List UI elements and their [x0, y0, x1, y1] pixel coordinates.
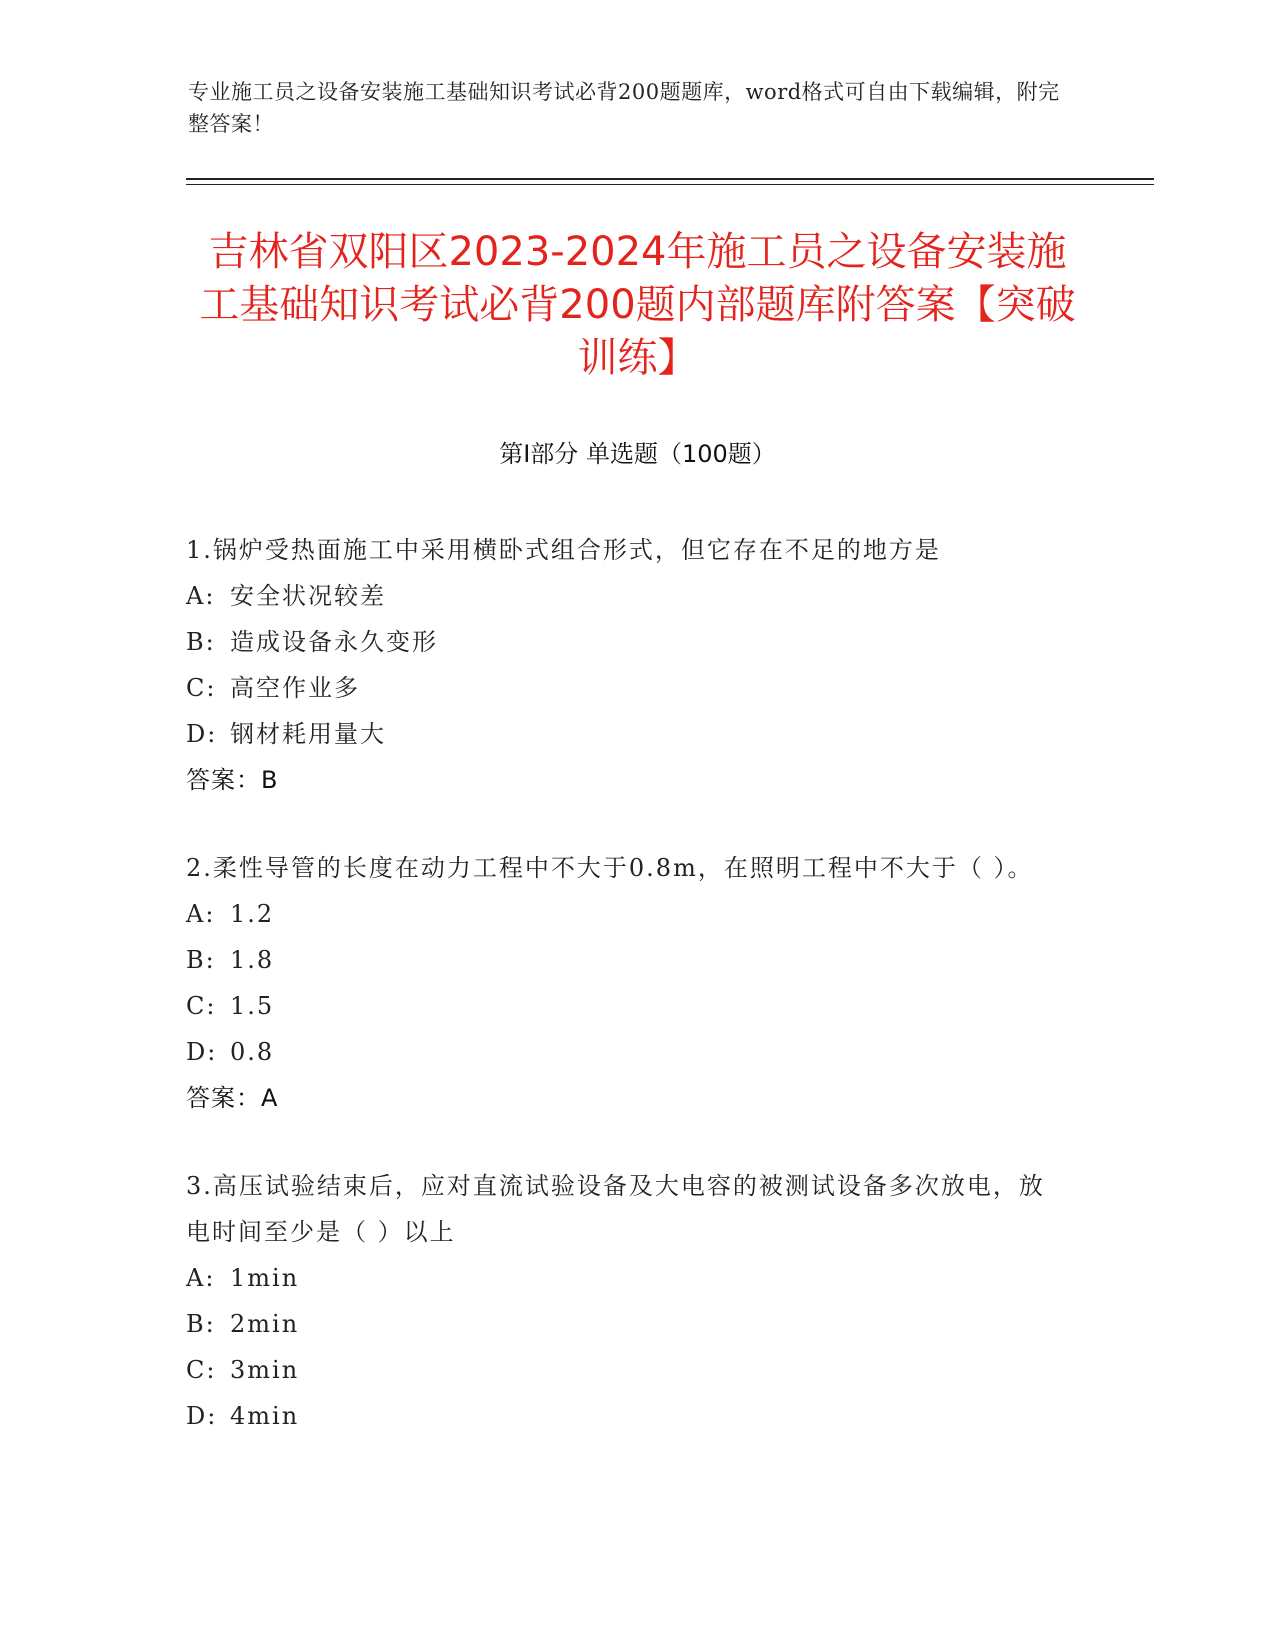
- option-label: D:: [186, 1402, 218, 1430]
- question-1: [186, 527, 1066, 803]
- option-d: [186, 1393, 1066, 1439]
- option-text: 0.8: [230, 1038, 275, 1066]
- option-label: B:: [186, 946, 216, 974]
- option-c: [186, 983, 1066, 1029]
- option-label: B:: [186, 1310, 216, 1338]
- option-label: A:: [186, 582, 216, 610]
- option-text: 2min: [230, 1310, 300, 1338]
- question-list: [186, 527, 1066, 1439]
- option-text: 安全状况较差: [230, 582, 386, 610]
- question-spacer: [186, 803, 1066, 845]
- question-3: [186, 1163, 1066, 1439]
- question-spacer: [186, 1121, 1066, 1163]
- option-label: A:: [186, 1264, 216, 1292]
- option-label: D:: [186, 1038, 218, 1066]
- option-a: [186, 891, 1066, 937]
- option-a: [186, 573, 1066, 619]
- document-title: 吉林省双阳区2023-2024年施工员之设备安装施工基础知识考试必背200题内部题库附答案【突破训练】: [199, 229, 1076, 381]
- option-text: 高空作业多: [230, 674, 360, 702]
- question-stem: 1.锅炉受热面施工中采用横卧式组合形式，但它存在不足的地方是: [186, 536, 941, 564]
- option-text: 1.5: [230, 992, 275, 1020]
- option-c: [186, 1347, 1066, 1393]
- option-a: [186, 1255, 1066, 1301]
- header-rule-thick: [186, 178, 1154, 180]
- option-b: [186, 619, 1066, 665]
- option-text: 1.2: [230, 900, 275, 928]
- option-text: 1.8: [230, 946, 275, 974]
- option-label: C:: [186, 674, 217, 702]
- option-text: 4min: [230, 1402, 300, 1430]
- option-label: D:: [186, 720, 218, 748]
- option-text: 钢材耗用量大: [230, 720, 386, 748]
- option-b: [186, 937, 1066, 983]
- answer-line: 答案：B: [186, 766, 279, 794]
- option-text: 3min: [230, 1356, 300, 1384]
- question-stem: 2.柔性导管的长度在动力工程中不大于0.8m，在照明工程中不大于（ ）。: [186, 854, 1034, 882]
- option-d: [186, 711, 1066, 757]
- header-rule-thin: [186, 184, 1154, 185]
- option-label: A:: [186, 900, 216, 928]
- header-note: 专业施工员之设备安装施工基础知识考试必背200题题库，word格式可自由下载编辑，附完整答案！: [188, 80, 1060, 136]
- question-stem: 3.高压试验结束后，应对直流试验设备及大电容的被测试设备多次放电，放电时间至少是（ ）以上: [186, 1172, 1045, 1246]
- option-d: [186, 1029, 1066, 1075]
- option-text: 1min: [230, 1264, 300, 1292]
- option-c: [186, 665, 1066, 711]
- question-2: [186, 845, 1066, 1121]
- option-b: [186, 1301, 1066, 1347]
- option-label: C:: [186, 1356, 217, 1384]
- option-label: C:: [186, 992, 217, 1020]
- answer-line: 答案：A: [186, 1084, 279, 1112]
- section-title: 第I部分 单选题（100题）: [499, 440, 776, 468]
- option-text: 造成设备永久变形: [230, 628, 438, 656]
- option-label: B:: [186, 628, 216, 656]
